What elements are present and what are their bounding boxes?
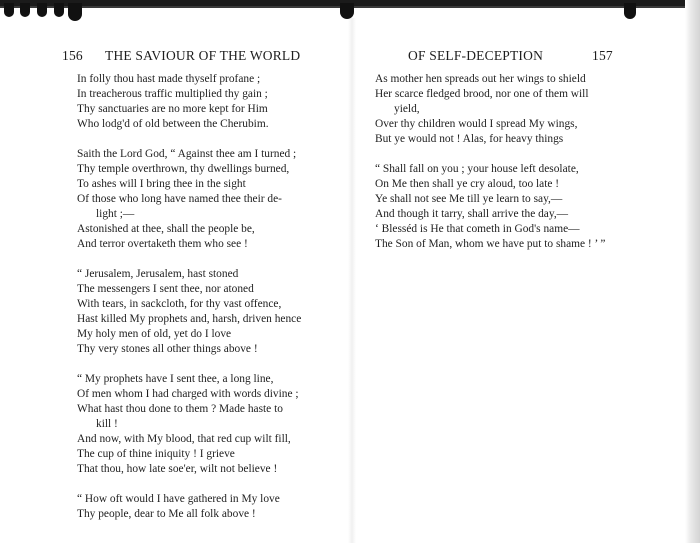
page-gutter bbox=[348, 18, 356, 543]
verse-line: “ My prophets have I sent thee, a long line, bbox=[77, 373, 274, 385]
verse-line: In folly thou hast made thyself profane ; bbox=[77, 73, 261, 85]
stanza bbox=[77, 72, 301, 132]
right-page bbox=[375, 48, 643, 250]
page-number: 156 bbox=[62, 48, 83, 63]
verse-line: light ;— bbox=[96, 208, 135, 220]
stanza bbox=[77, 492, 301, 522]
verse-line: “ Jerusalem, Jerusalem, hast stoned bbox=[77, 268, 239, 280]
verse-line: With tears, in sackcloth, for thy vast offence, bbox=[77, 298, 282, 310]
binding-hole bbox=[4, 3, 14, 17]
verse-line: ‘ Blesséd is He that cometh in God's name— bbox=[375, 223, 580, 235]
verse-line: “ How oft would I have gathered in My love bbox=[77, 493, 280, 505]
verse-line: My holy men of old, yet do I love bbox=[77, 328, 232, 340]
binding-hole bbox=[54, 3, 64, 17]
verse-line: The cup of thine iniquity ! I grieve bbox=[77, 448, 235, 460]
verse-line: To ashes will I bring thee in the sight bbox=[77, 178, 246, 190]
binding-hole bbox=[20, 3, 30, 17]
stanza bbox=[77, 267, 301, 357]
verse-line: Thy very stones all other things above ! bbox=[77, 343, 258, 355]
binding-hole bbox=[340, 3, 354, 19]
verse-line: Hast killed My prophets and, harsh, driven hence bbox=[77, 313, 302, 325]
verse-line: “ Shall fall on you ; your house left desolate, bbox=[375, 163, 579, 175]
page-edge-shadow bbox=[685, 0, 700, 543]
verse-line: kill ! bbox=[96, 418, 118, 430]
binding-hole bbox=[624, 3, 636, 19]
verse-line: The Son of Man, whom we have put to shame ! ’ ” bbox=[375, 238, 606, 250]
verse-line: Of those who long have named thee their de- bbox=[77, 193, 282, 205]
page-number: 157 bbox=[592, 48, 613, 63]
verse-line: Who lodg'd of old between the Cherubim. bbox=[77, 118, 269, 130]
poem-text bbox=[375, 72, 605, 267]
running-title: THE SAVIOUR OF THE WORLD bbox=[105, 48, 301, 63]
stanza bbox=[375, 72, 605, 147]
verse-line: And though it tarry, shall arrive the day,— bbox=[375, 208, 569, 220]
stanza bbox=[77, 372, 301, 477]
running-head bbox=[62, 48, 338, 70]
verse-line: yield, bbox=[394, 103, 420, 115]
verse-line: What hast thou done to them ? Made haste to bbox=[77, 403, 283, 415]
binding-edge bbox=[0, 0, 700, 18]
stanza bbox=[77, 147, 301, 252]
poem-text bbox=[77, 72, 301, 537]
verse-line: Thy people, dear to Me all folk above ! bbox=[77, 508, 256, 520]
verse-line: Over thy children would I spread My wings, bbox=[375, 118, 578, 130]
verse-line: Astonished at thee, shall the people be, bbox=[77, 223, 255, 235]
running-title: OF SELF-DECEPTION bbox=[408, 48, 544, 63]
verse-line: Ye shall not see Me till ye learn to say,— bbox=[375, 193, 563, 205]
binding-hole bbox=[68, 3, 82, 21]
verse-line: In treacherous traffic multiplied thy gain ; bbox=[77, 88, 268, 100]
stanza bbox=[375, 162, 605, 252]
verse-line: And now, with My blood, that red cup wilt fill, bbox=[77, 433, 291, 445]
verse-line: Thy temple overthrown, thy dwellings burned, bbox=[77, 163, 290, 175]
verse-line: That thou, how late soe'er, wilt not believe ! bbox=[77, 463, 278, 475]
verse-line: Her scarce fledged brood, nor one of them will bbox=[375, 88, 589, 100]
left-page bbox=[62, 48, 338, 520]
binding-hole bbox=[37, 3, 47, 17]
verse-line: On Me then shall ye cry aloud, too late ! bbox=[375, 178, 560, 190]
verse-line: Of men whom I had charged with words divine ; bbox=[77, 388, 299, 400]
verse-line: But ye would not ! Alas, for heavy things bbox=[375, 133, 564, 145]
verse-line: Thy sanctuaries are no more kept for Him bbox=[77, 103, 268, 115]
verse-line: The messengers I sent thee, nor atoned bbox=[77, 283, 254, 295]
running-head bbox=[375, 48, 643, 70]
verse-line: Saith the Lord God, “ Against thee am I turned ; bbox=[77, 148, 297, 160]
verse-line: As mother hen spreads out her wings to shield bbox=[375, 73, 586, 85]
verse-line: And terror overtaketh them who see ! bbox=[77, 238, 248, 250]
